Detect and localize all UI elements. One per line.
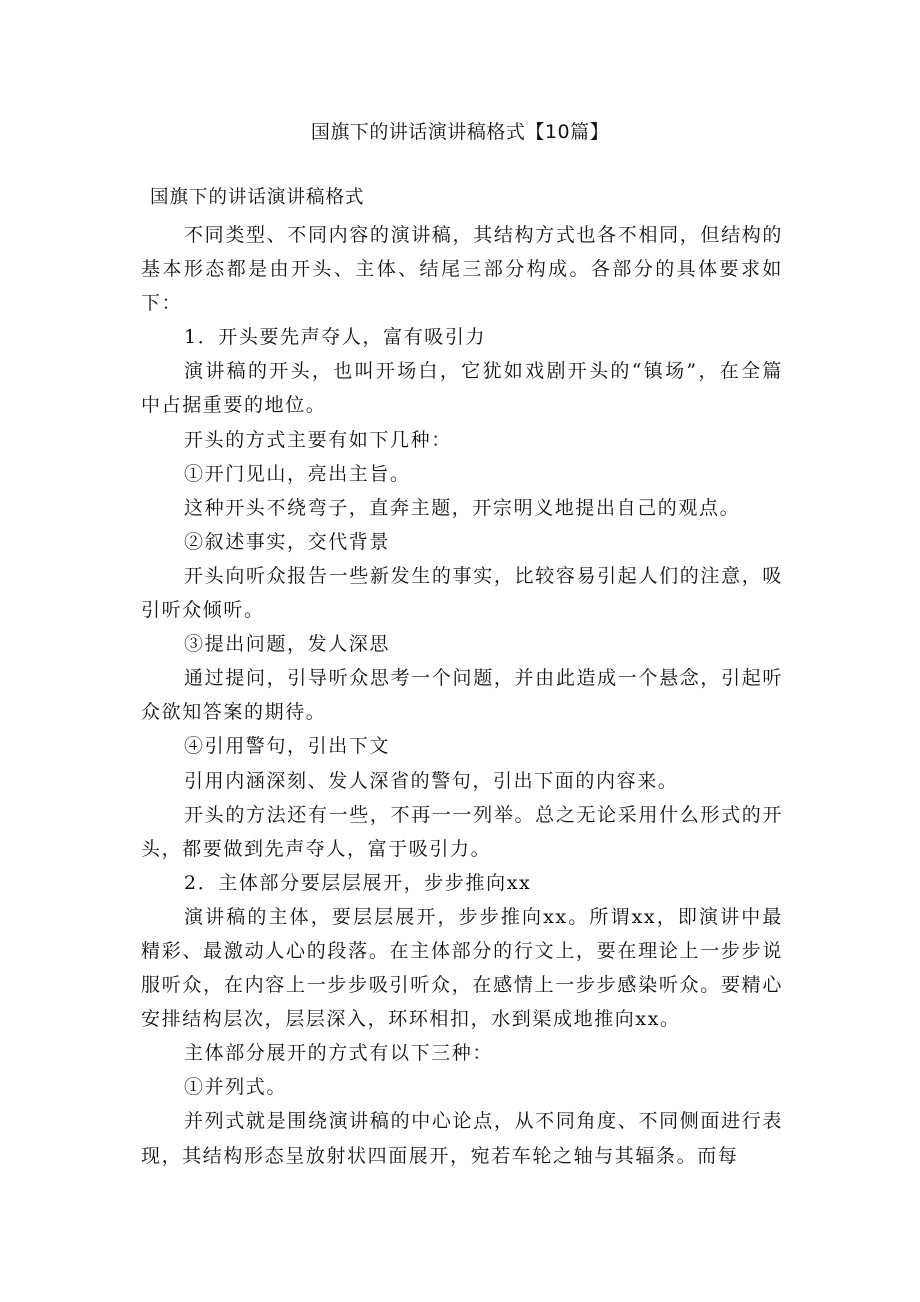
- document-title: 国旗下的讲话演讲稿格式【10篇】: [310, 121, 610, 143]
- paragraph: 演讲稿的开头，也叫开场白，它犹如戏剧开头的“镇场”，在全篇中占据重要的地位。: [141, 360, 783, 417]
- document-body: [141, 218, 783, 1173]
- paragraph: ①并列式。: [184, 1076, 288, 1099]
- paragraph: 开头向听众报告一些新发生的事实，比较容易引起人们的注意，吸引听众倾听。: [141, 564, 783, 622]
- paragraph: 1．开头要先声夺人，富有吸引力: [184, 326, 487, 349]
- paragraph: 这种开头不绕弯子，直奔主题，开宗明义地提出自己的观点。: [184, 496, 741, 519]
- document-subtitle: 国旗下的讲话演讲稿格式: [150, 187, 365, 208]
- paragraph: 通过提问，引导听众思考一个问题，并由此造成一个悬念，引起听众欲知答案的期待。: [141, 667, 783, 724]
- paragraph: 引用内涵深刻、发人深省的警句，引出下面的内容来。: [184, 769, 679, 792]
- paragraph: 主体部分展开的方式有以下三种：: [184, 1042, 494, 1065]
- paragraph: 不同类型、不同内容的演讲稿，其结构方式也各不相同，但结构的基本形态都是由开头、主体、结尾三部分构成。各部分的具体要求如下：: [141, 224, 783, 315]
- paragraph: 开头的方法还有一些，不再一一列举。总之无论采用什么形式的开头，都要做到先声夺人，富于吸引力。: [141, 803, 783, 860]
- paragraph: 开头的方式主要有如下几种：: [184, 428, 452, 451]
- paragraph: ④引用警句，引出下文: [184, 735, 391, 758]
- paragraph: ③提出问题，发人深思: [184, 633, 391, 656]
- paragraph: 并列式就是围绕演讲稿的中心论点，从不同角度、不同侧面进行表现，其结构形态呈放射状四面展开，宛若车轮之轴与其辐条。而每: [141, 1110, 783, 1167]
- paragraph: 2．主体部分要层层展开，步步推向xx: [184, 871, 532, 894]
- paragraph: ①开门见山，亮出主旨。: [184, 462, 411, 485]
- paragraph: 演讲稿的主体，要层层展开，步步推向xx。所谓xx，即演讲中最精彩、最激动人心的段落。在主体部分的行文上，要在理论上一步步说服听众，在内容上一步步吸引听众，在感情上一步步感染听众。要精心安排结构层次，层层深入，环环相扣，水到渠成地推向xx。: [141, 905, 783, 1031]
- paragraph: ②叙述事实，交代背景: [184, 530, 391, 553]
